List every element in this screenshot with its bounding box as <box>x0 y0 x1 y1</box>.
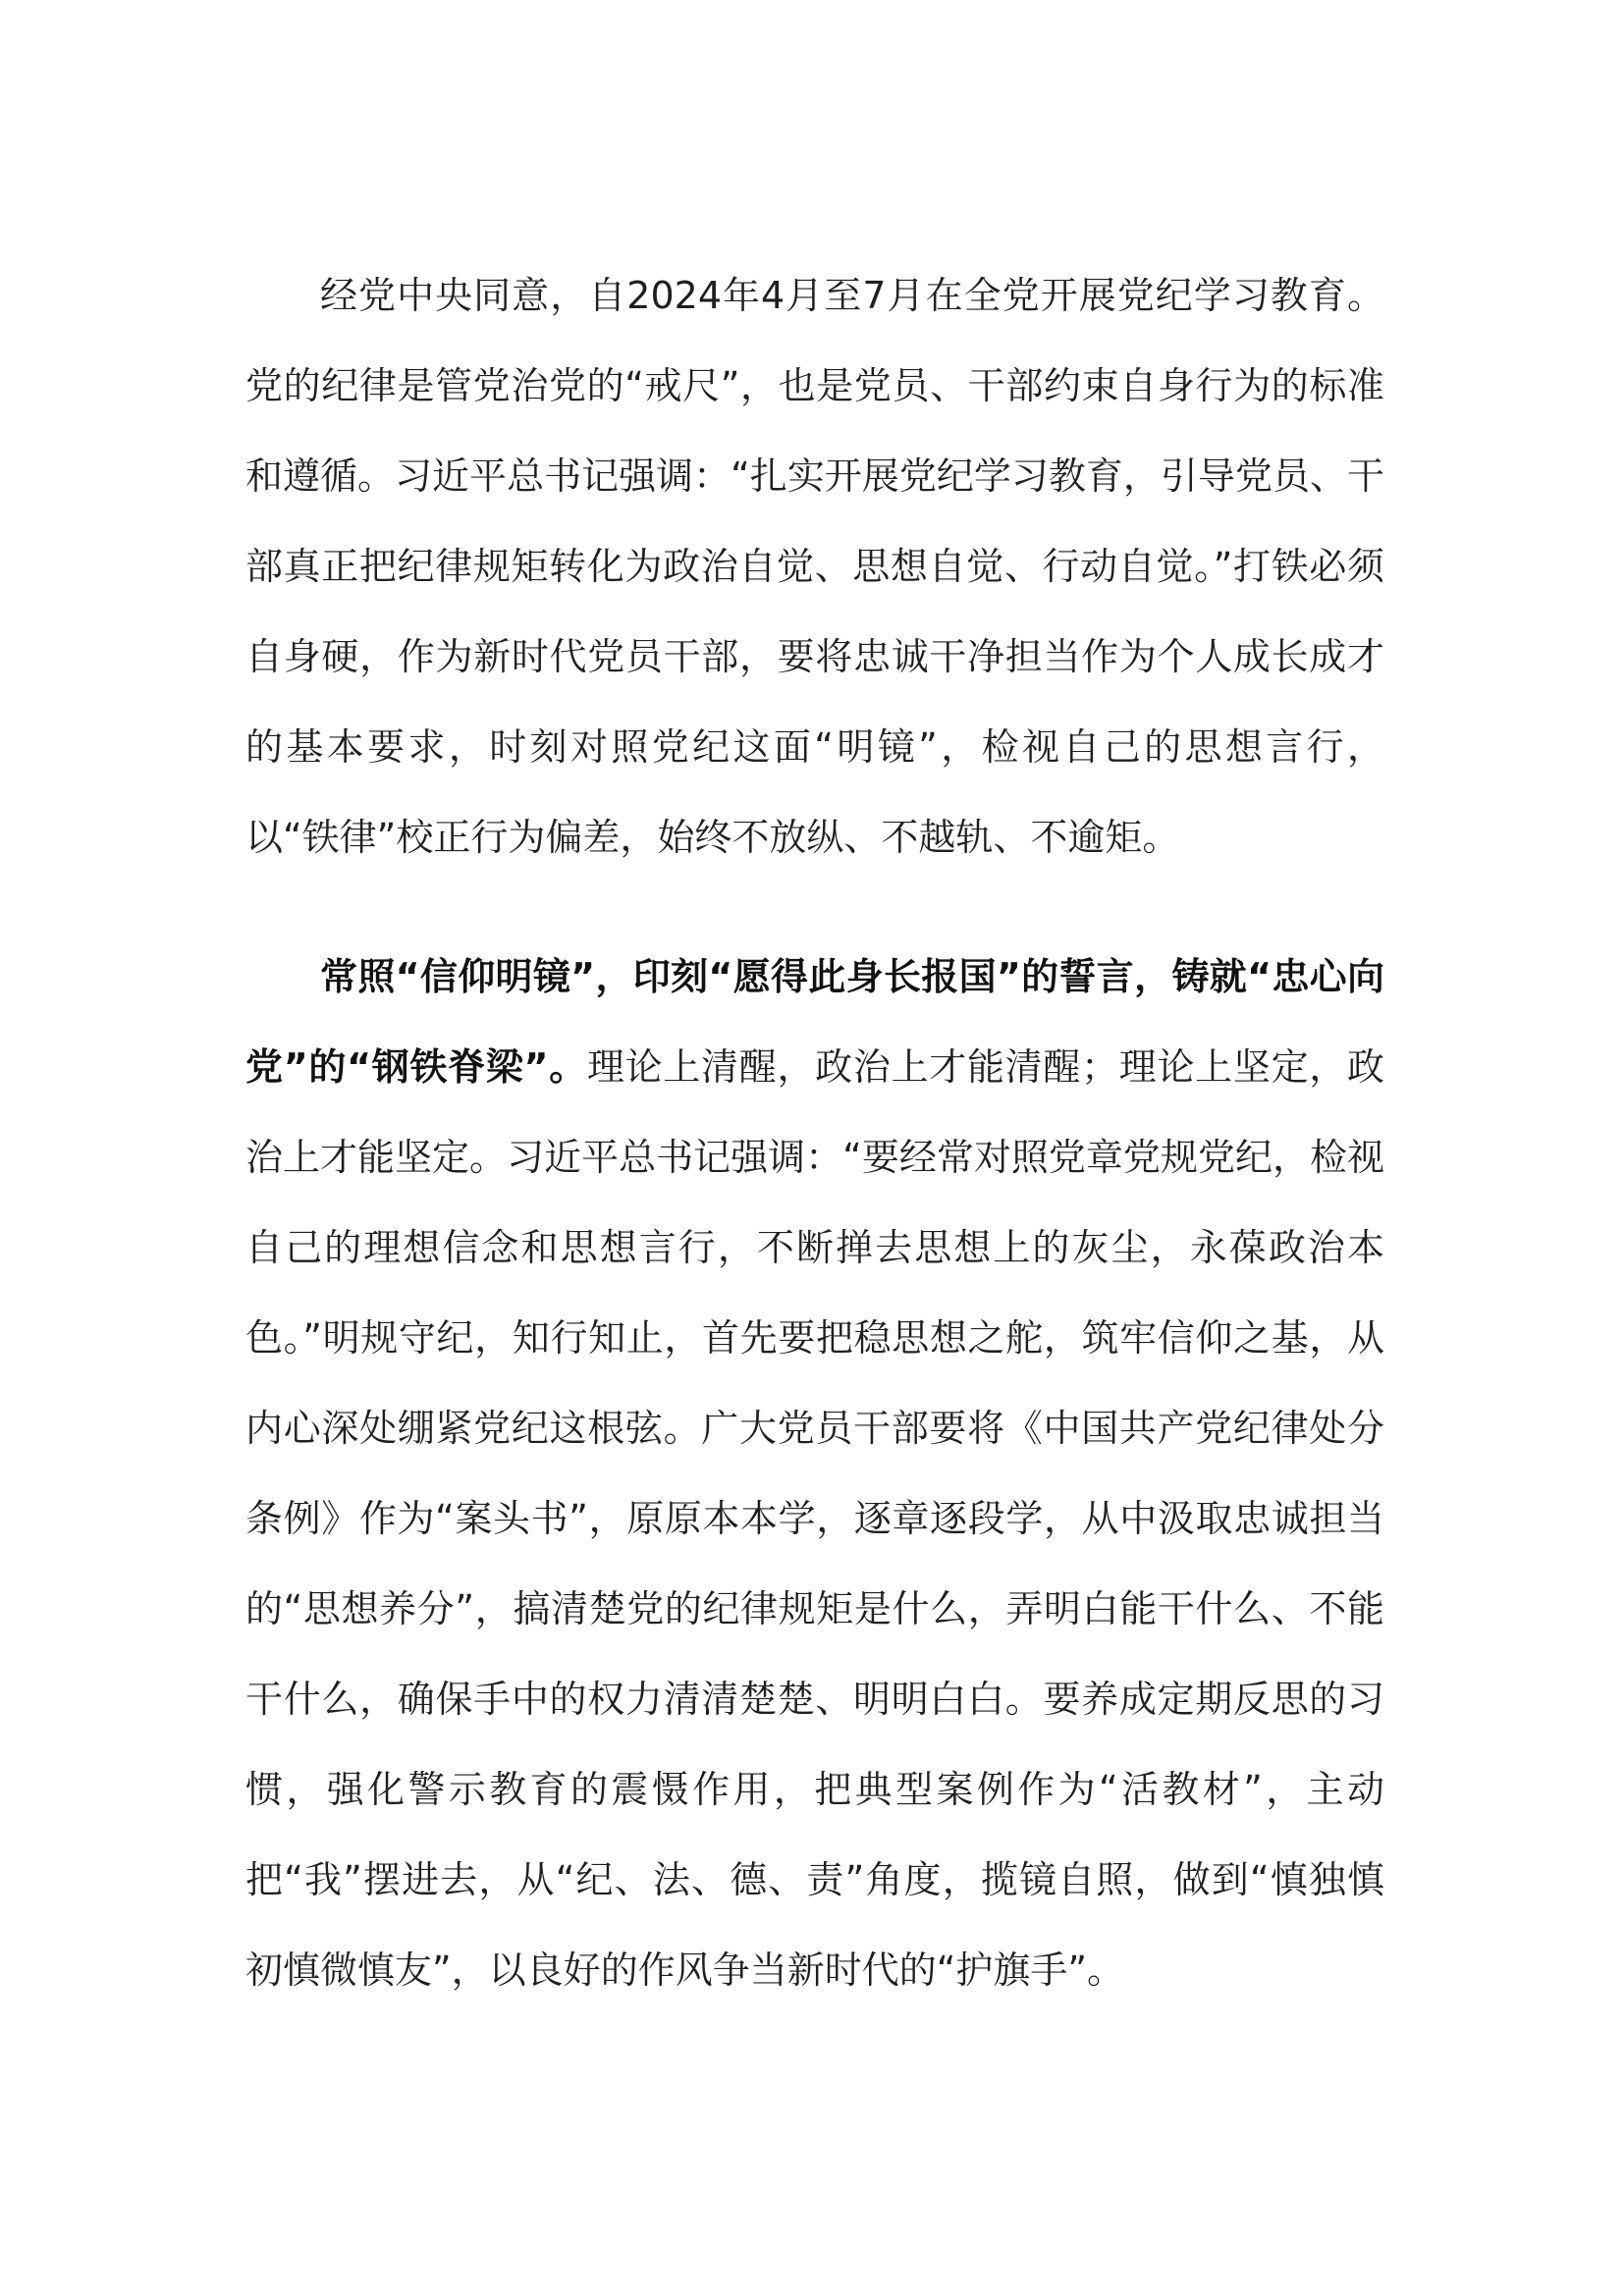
paragraph-1 <box>245 250 1384 882</box>
paragraph-2-text: 理论上清醒，政治上才能清醒；理论上坚定，政治上才能坚定。习近平总书记强调：“要经常对照党章党规党纪，检视自己的理想信念和思想言行，不断掸去思想上的灰尘，永葆政治本色。”明规守纪，知行知止，首先要把稳思想之舵，筑牢信仰之基，从内心深处绷紧党纪这根弦。广大党员干部要将《中国共产党纪律处分条例》作为“案头书”，原原本本学，逐章逐段学，从中汲取忠诚担当的“思想养分”，搞清楚党的纪律规矩是什么，弄明白能干什么、不能干什么，确保手中的权力清清楚楚、明明白白。要养成定期反思的习惯，强化警示教育的震慑作用，把典型案例作为“活教材”，主动把“我”摆进去，从“纪、法、德、责”角度，揽镜自照，做到“慎独慎初慎微慎友”，以良好的作风争当新时代的“护旗手”。 <box>245 1045 1384 1992</box>
paragraph-2 <box>245 932 1384 2015</box>
paragraph-1-text: 经党中央同意，自2024年4月至7月在全党开展党纪学习教育。党的纪律是管党治党的“戒尺”，也是党员、干部约束自身行为的标准和遵循。习近平总书记强调：“扎实开展党纪学习教育，引导党员、干部真正把纪律规矩转化为政治自觉、思想自觉、行动自觉。”打铁必须自身硬，作为新时代党员干部，要将忠诚干净担当作为个人成长成才的基本要求，时刻对照党纪这面“明镜”，检视自己的思想言行，以“铁律”校正行为偏差，始终不放纵、不越轨、不逾矩。 <box>245 274 1384 859</box>
paragraph-2-lead: 常照“信仰明镜”，印刻“愿得此身长报国”的誓言，铸就“忠心向党”的“钢铁脊梁”。 <box>245 955 1384 1089</box>
document-body <box>245 250 1384 2015</box>
